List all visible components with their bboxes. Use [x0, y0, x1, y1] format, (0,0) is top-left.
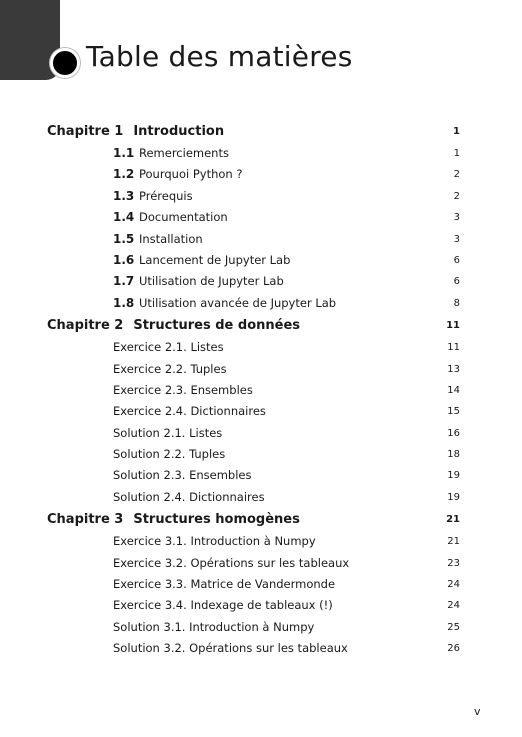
exercise-title: Solution 2.1. Listes — [113, 425, 223, 440]
section-number: 1.4 — [113, 210, 135, 225]
exercise-title: Solution 3.2. Opérations sur les tableaux — [113, 641, 348, 656]
section-title: Prérequis — [139, 188, 193, 203]
chapter-number: Chapitre 2 — [47, 318, 124, 334]
toc-entry-section[interactable] — [0, 164, 522, 185]
chapter-title: Structures homogènes — [133, 512, 300, 528]
section-number: 1.6 — [113, 252, 135, 267]
toc-entry-chapter[interactable] — [0, 120, 522, 143]
exercise-title: Exercice 3.4. Indexage de tableaux (!) — [113, 598, 333, 613]
toc-entry-exercise[interactable] — [0, 487, 522, 508]
page-title: Table des matières — [86, 40, 353, 73]
chapter-title: Introduction — [133, 124, 225, 139]
page-number: v — [474, 705, 481, 718]
toc-entry-label — [47, 120, 224, 143]
exercise-title: Exercice 2.1. Listes — [113, 340, 224, 355]
toc-entry-exercise[interactable] — [0, 337, 522, 358]
section-title: Lancement de Jupyter Lab — [139, 252, 291, 267]
chapter-number: Chapitre 3 — [47, 512, 124, 528]
toc-entry-section[interactable] — [0, 250, 522, 271]
toc-entry-section[interactable] — [0, 186, 522, 207]
exercise-title: Solution 2.4. Dictionnaires — [113, 489, 265, 504]
exercise-title: Solution 3.1. Introduction à Numpy — [113, 619, 315, 634]
section-number: 1.3 — [113, 188, 135, 203]
toc-entry-exercise[interactable] — [0, 423, 522, 444]
toc-page-number: 25 — [447, 621, 460, 633]
toc-entry-section[interactable] — [0, 271, 522, 292]
exercise-title: Exercice 2.3. Ensembles — [113, 382, 253, 397]
toc-entry-label — [47, 314, 300, 337]
section-title: Documentation — [139, 210, 228, 225]
toc-entry-exercise[interactable] — [0, 638, 522, 659]
section-number: 1.7 — [113, 274, 135, 289]
toc-page-number: 18 — [447, 449, 460, 461]
section-number: 1.2 — [113, 167, 135, 182]
toc-page-number: 6 — [453, 276, 460, 288]
toc-entry-exercise[interactable] — [0, 401, 522, 422]
toc-page-number: 14 — [447, 384, 460, 396]
exercise-title: Exercice 3.3. Matrice de Vandermonde — [113, 577, 336, 592]
exercise-title: Solution 2.2. Tuples — [113, 447, 226, 462]
exercise-title: Exercice 3.1. Introduction à Numpy — [113, 534, 316, 549]
exercise-title: Exercice 2.4. Dictionnaires — [113, 404, 266, 419]
chapter-title: Structures de données — [133, 318, 301, 334]
section-number: 1.8 — [113, 295, 135, 310]
toc-entry-exercise[interactable] — [0, 531, 522, 552]
toc-entry-exercise[interactable] — [0, 444, 522, 465]
toc-page-number: 1 — [453, 148, 460, 159]
toc-entry-exercise[interactable] — [0, 380, 522, 401]
toc-entry-label — [47, 508, 300, 531]
toc-page-number: 21 — [446, 514, 460, 526]
toc-entry-section[interactable] — [0, 207, 522, 228]
toc-page-number: 8 — [453, 297, 460, 309]
toc-page-number: 15 — [447, 406, 460, 418]
section-number: 1.5 — [113, 231, 135, 246]
toc-page-number: 24 — [447, 600, 460, 612]
toc-entry-section[interactable] — [0, 229, 522, 250]
section-title: Installation — [139, 231, 203, 246]
chapter-number: Chapitre 1 — [47, 124, 124, 139]
toc-entry-section[interactable] — [0, 143, 522, 164]
section-title: Utilisation avancée de Jupyter Lab — [139, 295, 337, 310]
exercise-title: Solution 2.3. Ensembles — [113, 468, 252, 483]
toc-page-number: 24 — [447, 579, 460, 591]
toc-entry-exercise[interactable] — [0, 617, 522, 638]
toc-entry-exercise[interactable] — [0, 553, 522, 574]
toc-entry-chapter[interactable] — [0, 508, 522, 531]
toc-page-number: 19 — [447, 470, 460, 482]
toc-page-number: 6 — [453, 254, 460, 266]
toc-entry-exercise[interactable] — [0, 574, 522, 595]
table-of-contents — [0, 120, 522, 660]
section-title: Utilisation de Jupyter Lab — [139, 274, 284, 289]
toc-entry-section[interactable] — [0, 293, 522, 314]
exercise-title: Exercice 2.2. Tuples — [113, 361, 227, 376]
section-title: Remerciements — [139, 146, 229, 160]
toc-page-number: 16 — [447, 427, 460, 439]
toc-page-number: 19 — [447, 491, 460, 503]
toc-entry-exercise[interactable] — [0, 595, 522, 616]
toc-page-number: 2 — [453, 190, 460, 202]
toc-page-number: 3 — [453, 212, 460, 224]
toc-page-number: 2 — [453, 169, 460, 181]
title-bullet-icon — [50, 48, 80, 78]
section-number: 1.1 — [113, 146, 135, 160]
toc-entry-exercise[interactable] — [0, 359, 522, 380]
section-title: Pourquoi Python ? — [139, 167, 243, 182]
toc-page-number: 13 — [447, 363, 460, 375]
toc-entry-chapter[interactable] — [0, 314, 522, 337]
toc-page-number: 11 — [447, 342, 460, 354]
toc-page-number: 23 — [447, 557, 460, 569]
toc-page-number: 3 — [453, 233, 460, 245]
toc-page-number: 21 — [447, 536, 460, 548]
toc-page-number: 11 — [446, 320, 460, 332]
toc-page-number: 1 — [453, 126, 460, 137]
toc-entry-exercise[interactable] — [0, 465, 522, 486]
exercise-title: Exercice 3.2. Opérations sur les tableaux — [113, 555, 350, 570]
toc-page-number: 26 — [447, 643, 460, 655]
